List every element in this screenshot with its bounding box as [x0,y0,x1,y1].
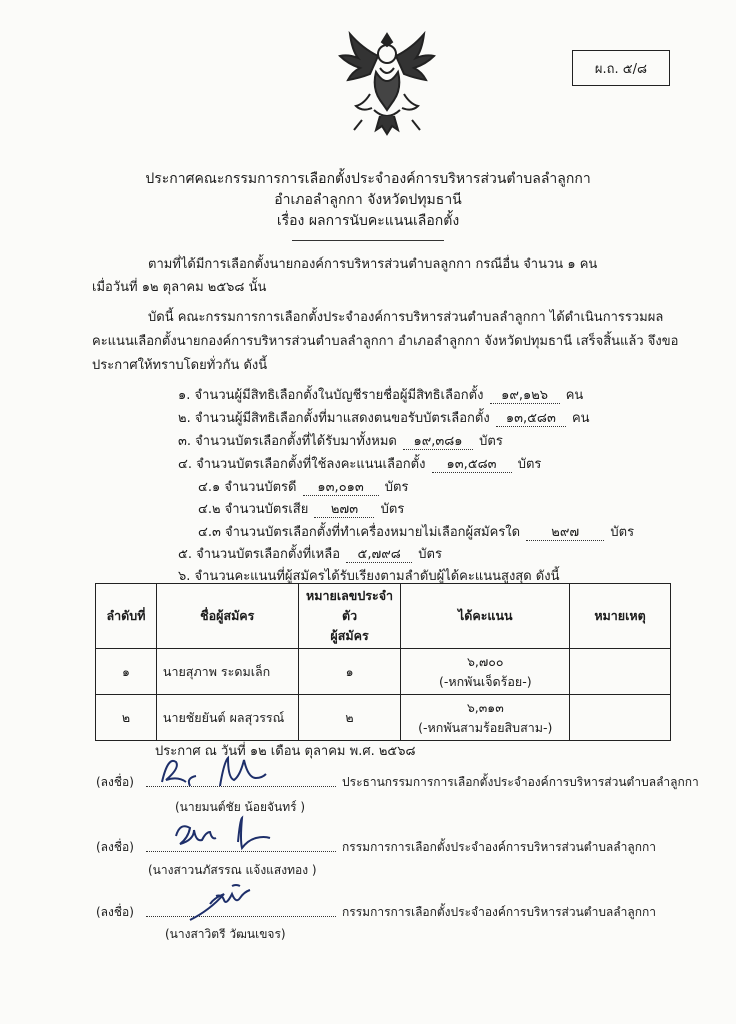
row-score-number: ๖,๗๐๐ [466,653,504,669]
item-6: ๖. จำนวนคะแนนที่ผู้สมัครได้รับเรียงตามลำดับผู้ได้คะแนนสูงสุด ดังนี้ [178,569,560,584]
sign-label-3: (ลงชื่อ) [96,905,134,919]
table-header-row [96,584,671,649]
table-row [96,649,671,695]
item-1-unit: คน [565,388,584,403]
sign-name-3: (นางสาวิตรี วัฒนเขจร) [165,927,286,941]
sign-name-1: (นายมนต์ชัย น้อยจันทร์ ) [175,800,306,814]
signature-3-icon [186,880,266,928]
row-score-words: (-หกพันสามร้อยสิบสาม-) [418,719,553,735]
item-1-label: ๑. จำนวนผู้มีสิทธิเลือกตั้งในบัญชีรายชื่อผู้มีสิทธิเลือกตั้ง [178,388,484,403]
item-3-unit: บัตร [479,434,503,449]
item-1-value: ๑๙,๑๒๖ [490,389,560,404]
intro-line-1: ตามที่ได้มีการเลือกตั้งนายกองค์การบริหารส่วนตำบลลูกกา กรณีอื่น จำนวน ๑ คน [148,257,598,272]
header-candidate-number-line-2: ผู้สมัคร [330,628,369,643]
row-score-number: ๖,๓๑๓ [466,699,504,715]
row-score [401,695,570,741]
item-3-label: ๓. จำนวนบัตรเลือกตั้งที่ได้รับมาทั้งหมด [178,434,397,449]
sign-role-1: ประธานกรรมการการเลือกตั้งประจำองค์การบริหารส่วนตำบลลำลูกกา [342,775,699,789]
item-2-label: ๒. จำนวนผู้มีสิทธิเลือกตั้งที่มาแสดงตนขอรับบัตรเลือกตั้ง [178,411,490,426]
row-remark [570,695,671,741]
row-score [401,649,570,695]
item-4-1 [198,476,408,497]
sign-name-2: (นางสาวนภัสรรณ แจ้งแสงทอง ) [148,863,317,877]
body-line-2: คะแนนเลือกตั้งนายกองค์การบริหารส่วนตำบลลำลูกกา อำเภอลำลูกกา จังหวัดปทุมธานี เสร็จสิ้นแล้ว จึงขอ [92,334,679,349]
header-score: ได้คะแนน [401,584,570,649]
body-line-1: บัดนี้ คณะกรรมการการเลือกตั้งประจำองค์การบริหารส่วนตำบลลำลูกกา ได้ดำเนินการรวมผล [148,310,664,325]
item-3-value: ๑๙,๓๘๑ [403,435,473,450]
item-4-3 [198,521,634,542]
header-line-2: อำเภอลำลูกกา จังหวัดปทุมธานี [274,192,462,208]
header-candidate-number-line-1: หมายเลขประจำตัว [306,588,394,623]
item-3 [178,430,503,451]
item-4-2-label: ๔.๒ จำนวนบัตรเสีย [198,502,309,517]
row-order: ๒ [96,695,157,741]
item-5-unit: บัตร [418,547,442,562]
signature-1-icon [150,752,280,796]
results-table [95,583,671,741]
item-4-1-label: ๔.๑ จำนวนบัตรดี [198,480,297,495]
sign-label-1: (ลงชื่อ) [96,775,134,789]
item-4-2-value: ๒๗๓ [314,503,374,518]
row-remark [570,649,671,695]
row-score-words: (-หกพันเจ็ดร้อย-) [438,673,532,689]
item-4 [178,453,541,474]
item-1 [178,384,583,405]
item-4-label: ๔. จำนวนบัตรเลือกตั้งที่ใช้ลงคะแนนเลือกตั้ง [178,457,426,472]
item-4-3-label: ๔.๓ จำนวนบัตรเลือกตั้งที่ทำเครื่องหมายไม่เลือกผู้สมัครใด [198,525,521,540]
item-5-label: ๕. จำนวนบัตรเลือกตั้งที่เหลือ [178,547,341,562]
item-5 [178,543,442,564]
item-4-1-unit: บัตร [384,480,409,495]
row-candidate-number: ๑ [298,649,401,695]
header-order: ลำดับที่ [96,584,157,649]
row-candidate-name: นายสุภาพ ระดมเล็ก [156,649,298,695]
item-2-unit: คน [571,411,590,426]
intro-line-2: เมื่อวันที่ ๑๒ ตุลาคม ๒๕๖๘ นั้น [92,280,267,295]
header-candidate-number [298,584,401,649]
table-row [96,695,671,741]
header-divider [292,240,444,241]
item-4-3-value: ๒๙๗ [526,526,604,541]
header-candidate-name: ชื่อผู้สมัคร [156,584,298,649]
form-code-box: ผ.ถ. ๕/๘ [572,50,670,86]
header-line-1: ประกาศคณะกรรมการการเลือกตั้งประจำองค์การบริหารส่วนตำบลลำลูกกา [145,171,591,187]
body-line-3: ประกาศให้ทราบโดยทั่วกัน ดังนี้ [92,358,268,373]
item-4-value: ๑๓,๕๘๓ [432,458,512,473]
header-remark: หมายเหตุ [570,584,671,649]
item-4-2-unit: บัตร [380,502,405,517]
signature-2-icon [168,814,278,860]
item-2-value: ๑๓,๕๘๓ [496,412,566,427]
row-candidate-name: นายชัยยันต์ ผลสุวรรณ์ [156,695,298,741]
row-order: ๑ [96,649,157,695]
item-4-unit: บัตร [517,457,542,472]
sign-label-2: (ลงชื่อ) [96,840,134,854]
item-2 [178,407,590,428]
row-candidate-number: ๒ [298,695,401,741]
item-4-1-value: ๑๓,๐๑๓ [303,481,379,496]
item-5-value: ๕,๗๙๘ [346,548,412,563]
item-4-3-unit: บัตร [610,525,635,540]
item-4-2 [198,498,404,519]
garuda-emblem-icon [334,28,440,140]
announce-date: ประกาศ ณ วันที่ ๑๒ เดือน ตุลาคม พ.ศ. ๒๕๖๘ [155,744,416,759]
header-subject: เรื่อง ผลการนับคะแนนเลือกตั้ง [276,213,460,229]
sign-role-2: กรรมการการเลือกตั้งประจำองค์การบริหารส่วนตำบลลำลูกกา [342,840,657,854]
sign-role-3: กรรมการการเลือกตั้งประจำองค์การบริหารส่วนตำบลลำลูกกา [342,905,657,919]
